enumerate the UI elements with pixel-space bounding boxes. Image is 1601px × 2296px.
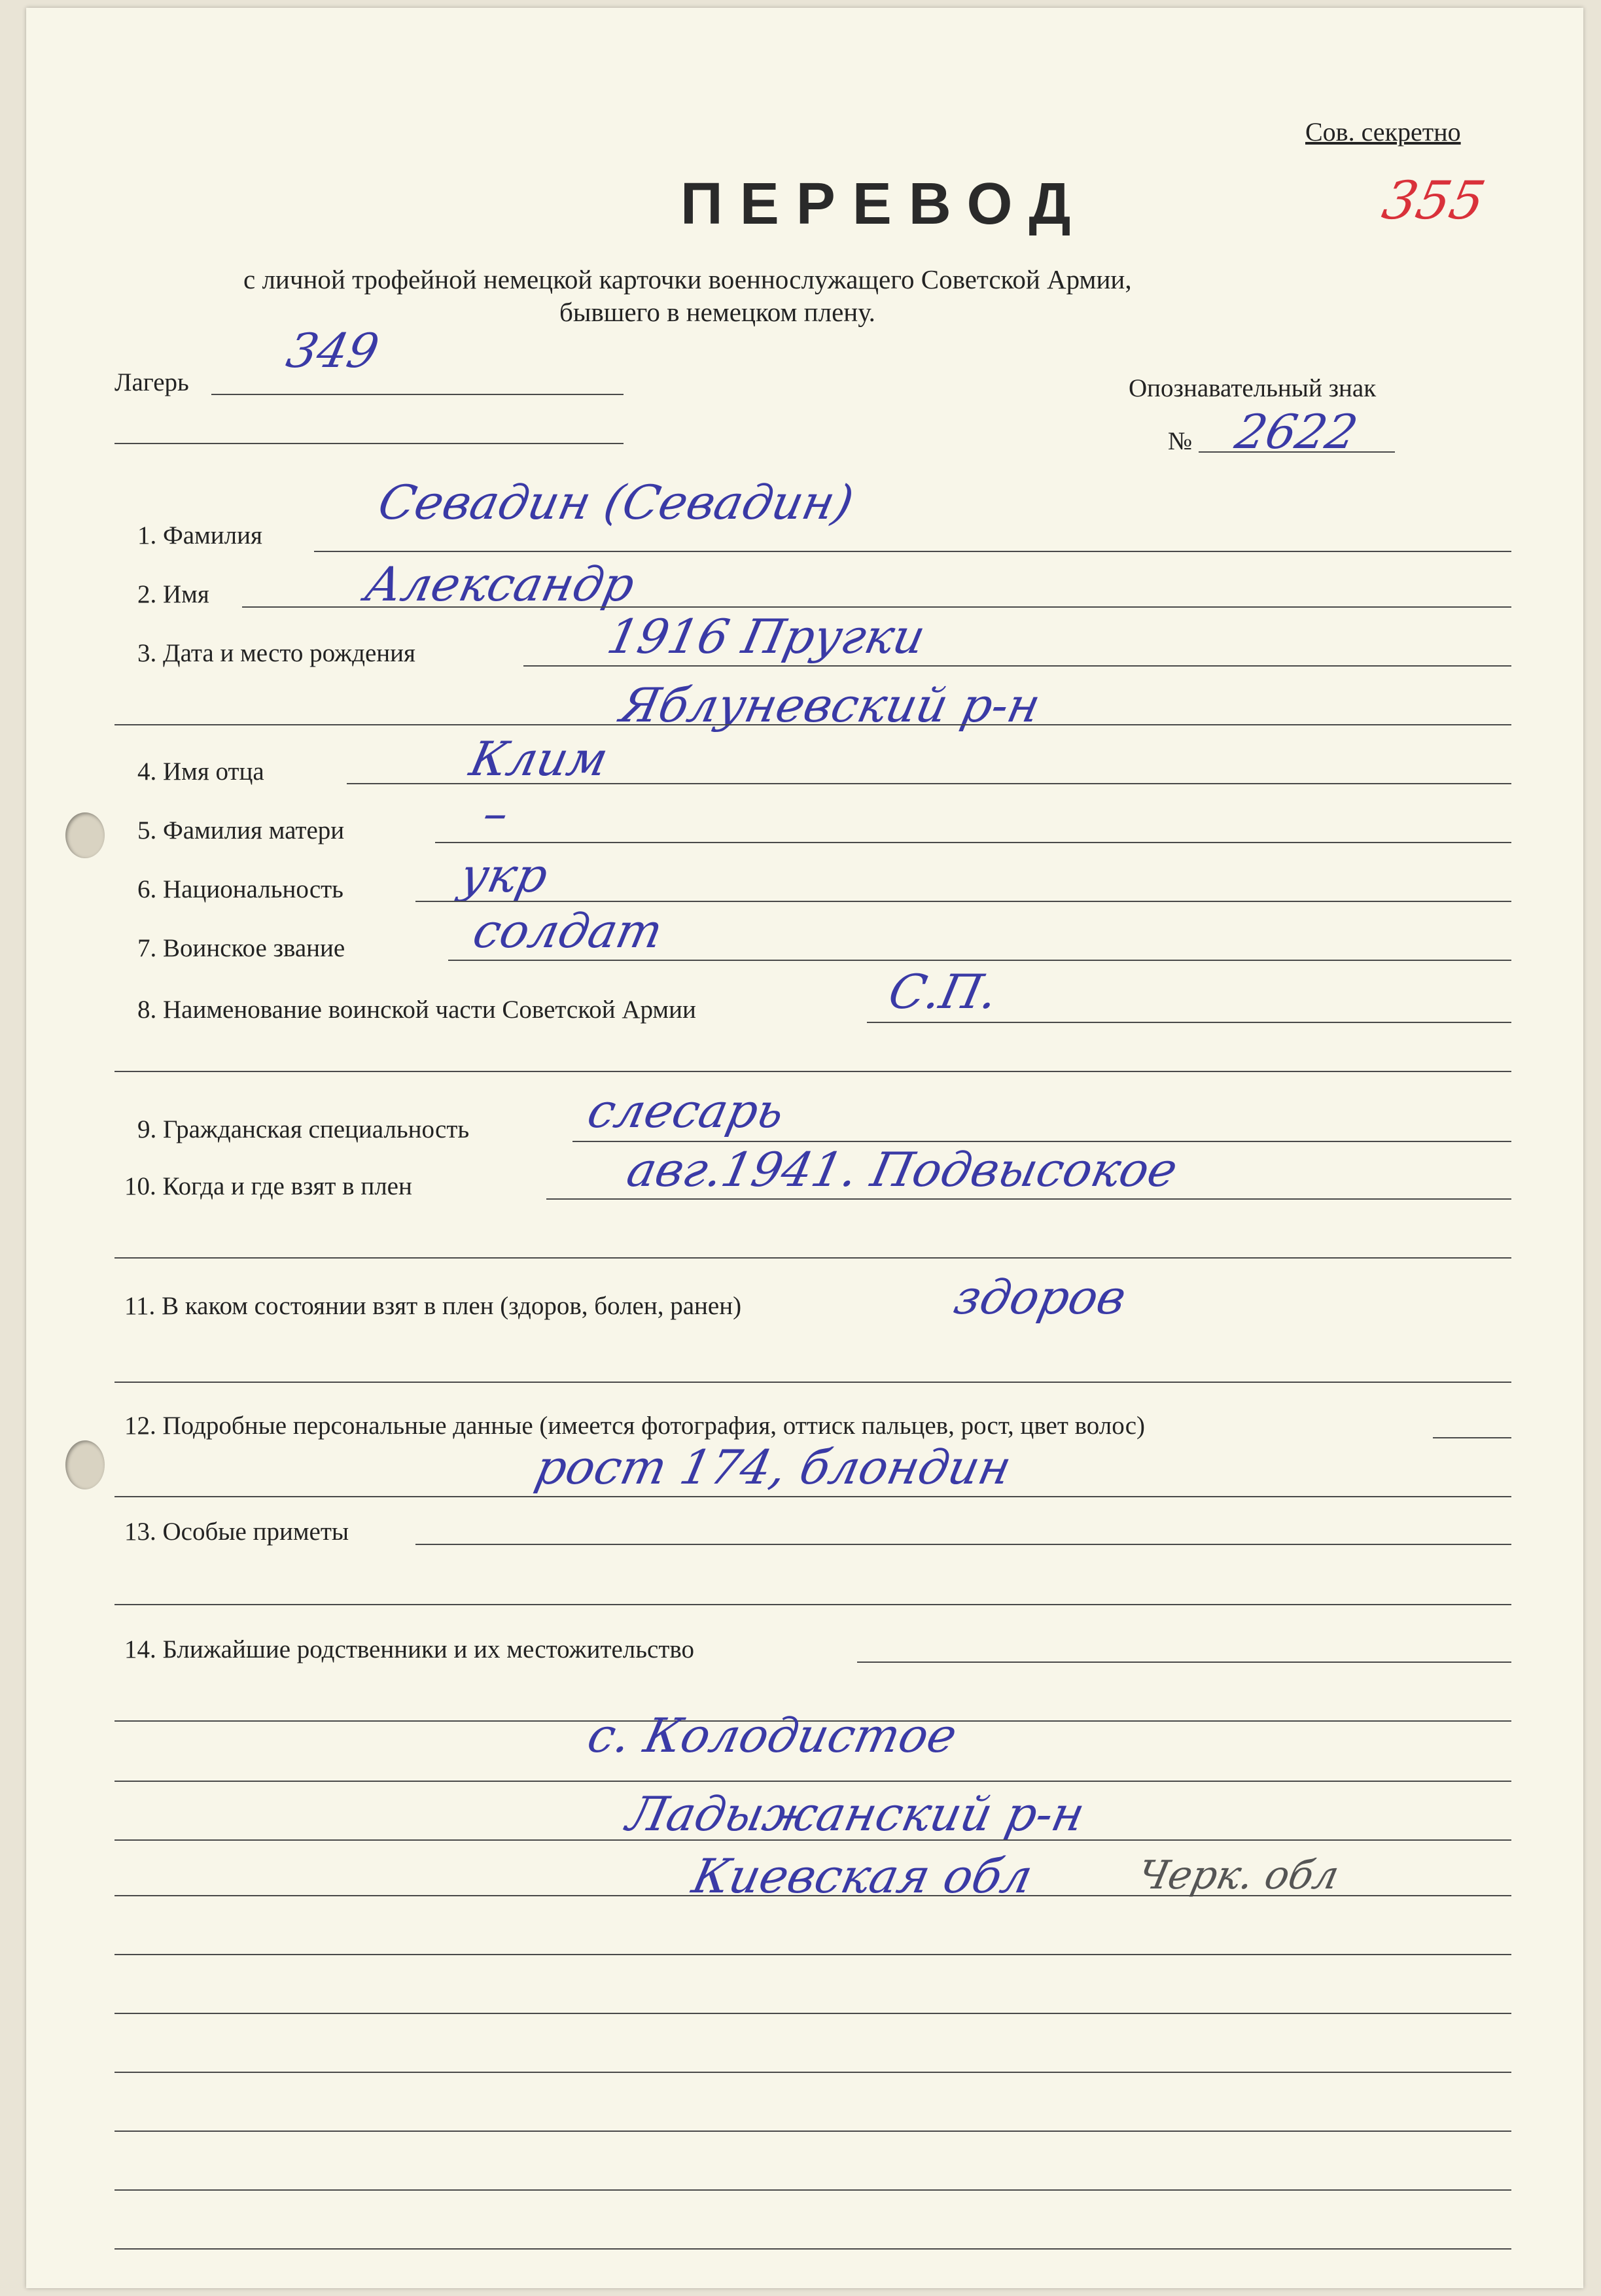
camp-line: [211, 394, 624, 395]
punch-hole-bottom: [65, 1440, 105, 1489]
field-6-value: укр: [455, 848, 553, 903]
field-12-value: рост 174, блондин: [531, 1440, 1017, 1495]
field-10-line-2: [114, 1257, 1511, 1259]
field-1-label: 1. Фамилия: [137, 521, 262, 549]
field-13-line: [415, 1544, 1511, 1545]
field-10-label: 10. Когда и где взят в плен: [124, 1172, 412, 1200]
field-8-label: 8. Наименование воинской части Советской Армии: [137, 996, 696, 1024]
field-14-line: [857, 1661, 1511, 1663]
field-8-line: [867, 1022, 1511, 1023]
field-14-line-5: [114, 1895, 1511, 1896]
field-6-line: [415, 901, 1511, 902]
field-14-line-11: [114, 2248, 1511, 2250]
field-14-label: 14. Ближайшие родственники и их местожительство: [124, 1635, 695, 1663]
field-3-value-line2: Яблуневский р-н: [616, 678, 1046, 733]
field-9-label: 9. Гражданская специальность: [137, 1115, 470, 1143]
field-1-line: [314, 551, 1511, 552]
field-11-label: 11. В каком состоянии взят в плен (здоров, болен, ранен): [124, 1292, 742, 1320]
field-12-label: 12. Подробные персональные данные (имеется фотография, оттиск пальцев, рост, цвет волос): [124, 1412, 1145, 1440]
id-mark-number-prefix: №: [1168, 427, 1193, 455]
field-10-value: авг.1941. Подвысокое: [622, 1142, 1182, 1197]
field-4-label: 4. Имя отца: [137, 757, 264, 786]
field-14-line-6: [114, 1954, 1511, 1955]
field-2-label: 2. Имя: [137, 580, 209, 608]
document-subtitle-line1: с личной трофейной немецкой карточки военнослужащего Советской Армии,: [243, 264, 1132, 294]
field-6-label: 6. Национальность: [137, 875, 343, 903]
id-mark-label: Опознавательный знак: [1129, 374, 1377, 402]
field-14-line-3: [114, 1781, 1511, 1782]
field-14-line-8: [114, 2072, 1511, 2073]
secret-stamp-label: Сов. секретно: [1305, 117, 1461, 147]
field-4-line: [347, 783, 1511, 784]
field-14-pencil-note: Черк. обл: [1133, 1852, 1343, 1898]
field-14-line-7: [114, 2013, 1511, 2014]
field-14-value-line1: с. Колодистое: [583, 1708, 962, 1763]
field-7-value: солдат: [468, 903, 668, 958]
field-5-value: –: [478, 786, 514, 841]
field-12-line-2: [114, 1496, 1511, 1497]
field-2-value: Александр: [361, 557, 640, 612]
field-7-label: 7. Воинское звание: [137, 934, 345, 962]
field-8-value: С.П.: [884, 964, 1003, 1019]
field-14-line-10: [114, 2189, 1511, 2191]
field-2-line: [242, 606, 1511, 608]
field-14-value-line3: Киевская обл: [688, 1849, 1038, 1904]
document-subtitle-line2: бывшего в немецком плену.: [559, 297, 875, 327]
field-3-line-2: [114, 724, 1511, 725]
id-mark-value: 2622: [1231, 404, 1363, 459]
document-sheet: [26, 8, 1583, 2288]
field-10-line: [546, 1198, 1511, 1200]
field-14-line-9: [114, 2131, 1511, 2132]
document-title: ПЕРЕВОД: [680, 171, 1088, 237]
camp-line-2: [114, 443, 624, 444]
field-5-label: 5. Фамилия матери: [137, 816, 345, 844]
field-9-value: слесарь: [583, 1083, 790, 1138]
camp-label: Лагерь: [114, 368, 189, 396]
camp-value: 349: [282, 323, 384, 378]
field-12-line: [1433, 1437, 1511, 1438]
field-14-line-4: [114, 1839, 1511, 1841]
id-mark-line: [1199, 451, 1395, 453]
field-1-value: Севадин (Севадин): [374, 475, 858, 530]
field-13-label: 13. Особые приметы: [124, 1518, 349, 1546]
field-5-line: [435, 842, 1511, 843]
field-14-value-line2: Ладыжанский р-н: [622, 1786, 1090, 1841]
field-13-line-2: [114, 1604, 1511, 1605]
red-file-number: 355: [1377, 170, 1490, 231]
field-8-line-2: [114, 1071, 1511, 1072]
field-4-value: Клим: [465, 731, 613, 786]
field-11-line-2: [114, 1382, 1511, 1383]
field-11-value: здоров: [949, 1270, 1131, 1325]
field-3-value: 1916 Пругки: [603, 609, 930, 664]
punch-hole-top: [65, 812, 105, 858]
field-3-label: 3. Дата и место рождения: [137, 639, 415, 667]
field-3-line: [523, 665, 1511, 667]
field-7-line: [448, 960, 1511, 961]
